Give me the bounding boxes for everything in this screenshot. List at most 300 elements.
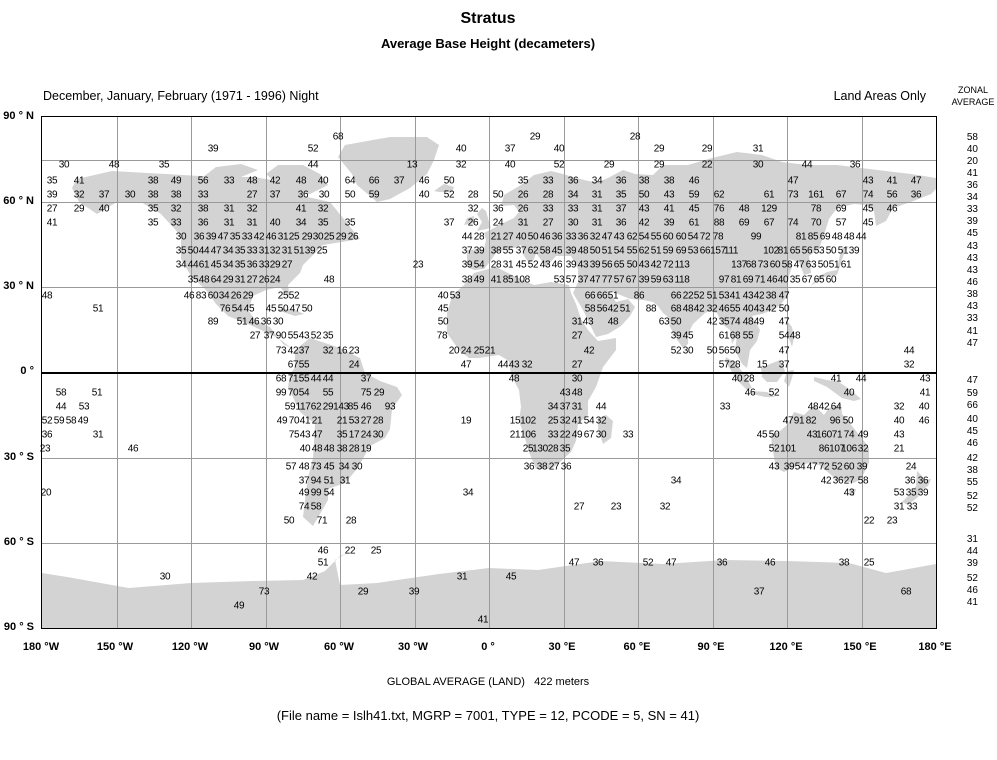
map-value: 35	[905, 487, 917, 499]
map-value: 54	[583, 415, 595, 427]
map-value: 89	[207, 316, 219, 328]
map-value: 32	[857, 443, 869, 455]
map-value: 60	[843, 461, 855, 473]
map-value: 36	[560, 461, 572, 473]
map-value: 39	[565, 259, 577, 271]
zonal-value: 20	[966, 156, 978, 167]
map-value: 35	[147, 217, 159, 229]
lat-tick-label: 30 ° S	[3, 451, 34, 463]
lon-tick-label: 180 °W	[22, 641, 60, 653]
map-value: 58	[781, 259, 793, 271]
map-value: 37	[263, 330, 275, 342]
map-value: 59	[662, 245, 674, 257]
map-value: 40	[893, 415, 905, 427]
map-value: 99	[750, 231, 762, 243]
map-value: 32	[521, 359, 533, 371]
map-value: 32	[317, 203, 329, 215]
map-value: 33	[547, 429, 559, 441]
map-value: 118	[674, 274, 690, 286]
lon-tick-label: 120 °W	[171, 641, 209, 653]
zonal-value: 45	[966, 426, 978, 437]
map-value: 77	[601, 274, 613, 286]
map-value: 52	[310, 330, 322, 342]
map-value: 30	[159, 571, 171, 583]
zonal-value: 33	[966, 204, 978, 215]
map-value: 71	[316, 515, 328, 527]
map-value: 21	[484, 345, 496, 357]
map-value: 30	[124, 189, 136, 201]
map-value: 44	[310, 373, 322, 385]
map-value: 31	[339, 475, 351, 487]
map-value: 31	[571, 401, 583, 413]
map-value: 31	[893, 501, 905, 513]
map-value: 41	[729, 290, 741, 302]
map-value: 53	[893, 487, 905, 499]
map-value: 32	[589, 231, 601, 243]
map-value: 31	[591, 217, 603, 229]
map-value: 52	[768, 387, 780, 399]
map-value: 51	[650, 245, 662, 257]
map-value: 43	[843, 487, 855, 499]
map-value: 31	[223, 203, 235, 215]
lat-tick-label: 60 ° S	[3, 536, 34, 548]
map-value: 46	[688, 175, 700, 187]
map-value: 52	[307, 143, 319, 155]
map-value: 88	[713, 217, 725, 229]
map-value: 31	[591, 203, 603, 215]
zonal-value: 36	[966, 180, 978, 191]
map-value: 15	[756, 359, 768, 371]
map-value: 48	[198, 274, 210, 286]
map-value: 50	[344, 189, 356, 201]
map-value: 54	[778, 330, 790, 342]
zonal-average-header-line1: ZONAL	[957, 85, 988, 95]
map-value: 46	[360, 401, 372, 413]
map-value: 38	[197, 203, 209, 215]
map-value: 59	[688, 189, 700, 201]
map-value: 47	[210, 245, 222, 257]
map-value: 28	[490, 259, 502, 271]
map-value: 43	[559, 387, 571, 399]
zonal-value: 40	[966, 414, 978, 425]
map-value: 75	[288, 429, 300, 441]
map-value: 48	[108, 159, 120, 171]
map-value: 34	[670, 475, 682, 487]
map-value: 143	[333, 401, 349, 413]
map-value: 26	[517, 189, 529, 201]
map-value: 73	[757, 259, 769, 271]
map-value: 31	[246, 217, 258, 229]
map-value: 47	[217, 231, 229, 243]
map-value: 46	[539, 231, 551, 243]
map-value: 27	[249, 330, 261, 342]
map-value: 36	[904, 475, 916, 487]
map-value: 55	[287, 330, 299, 342]
map-value: 33	[241, 231, 253, 243]
zonal-value: 40	[966, 144, 978, 155]
zonal-value: 44	[966, 546, 978, 557]
map-value: 36	[832, 475, 844, 487]
map-value: 58	[584, 303, 596, 315]
map-plot	[41, 116, 937, 629]
zonal-value: 43	[966, 253, 978, 264]
map-value: 96	[829, 415, 841, 427]
map-value: 49	[298, 487, 310, 499]
map-value: 39	[46, 189, 58, 201]
map-value: 48	[577, 245, 589, 257]
map-value: 29	[701, 143, 713, 155]
map-value: 35	[517, 175, 529, 187]
lat-tick-label: 30 ° N	[3, 280, 34, 292]
map-value: 31	[92, 429, 104, 441]
map-value: 28	[372, 415, 384, 427]
map-value: 45	[682, 330, 694, 342]
map-value: 44	[855, 231, 867, 243]
map-value: 70	[810, 217, 822, 229]
map-value: 40	[418, 189, 430, 201]
map-value: 30	[567, 217, 579, 229]
page-subtitle: Average Base Height (decameters)	[380, 36, 596, 51]
map-value: 49	[473, 274, 485, 286]
map-value: 45	[862, 203, 874, 215]
map-value: 54	[638, 231, 650, 243]
map-value: 30	[312, 231, 324, 243]
map-value: 48	[831, 231, 843, 243]
zonal-value: 46	[966, 585, 978, 596]
map-value: 29	[529, 131, 541, 143]
zonal-value: 52	[966, 503, 978, 514]
map-value: 21	[509, 429, 521, 441]
map-value: 22	[863, 515, 875, 527]
map-value: 38	[461, 274, 473, 286]
map-value: 107	[829, 443, 845, 455]
map-value: 35	[175, 245, 187, 257]
map-value: 44	[903, 345, 915, 357]
map-value: 54	[231, 303, 243, 315]
file-info-label: (File name = Islh41.txt, MGRP = 7001, TYPE = 12, PCODE = 5, SN = 41)	[276, 708, 700, 723]
map-value: 40	[843, 387, 855, 399]
map-value: 78	[810, 203, 822, 215]
map-value: 50	[768, 429, 780, 441]
zonal-value: 33	[966, 313, 978, 324]
map-value: 26	[347, 231, 359, 243]
map-value: 19	[360, 443, 372, 455]
map-value: 64	[830, 401, 842, 413]
map-value: 48	[311, 443, 323, 455]
map-value: 101	[780, 443, 796, 455]
map-value: 51	[601, 245, 613, 257]
lon-tick-label: 60 °E	[623, 641, 651, 653]
map-value: 22	[682, 290, 694, 302]
map-value: 44	[497, 359, 509, 371]
map-value: 56	[718, 345, 730, 357]
map-value: 38	[663, 175, 675, 187]
map-value: 28	[345, 515, 357, 527]
map-value: 35	[344, 217, 356, 229]
map-value: 31	[234, 274, 246, 286]
map-value: 50	[301, 303, 313, 315]
map-value: 56	[801, 245, 813, 257]
map-value: 39	[670, 330, 682, 342]
map-value: 31	[281, 245, 293, 257]
map-value: 29	[301, 231, 313, 243]
map-value: 55	[502, 245, 514, 257]
map-value: 73	[258, 586, 270, 598]
map-value: 27	[281, 259, 293, 271]
map-value: 99	[275, 387, 287, 399]
map-value: 51	[92, 303, 104, 315]
map-value: 44	[801, 159, 813, 171]
map-value: 24	[905, 461, 917, 473]
map-value: 49	[77, 415, 89, 427]
zonal-value: 59	[966, 388, 978, 399]
map-value: 32	[322, 345, 334, 357]
map-value: 33	[719, 401, 731, 413]
map-value: 23	[610, 501, 622, 513]
map-value: 71	[831, 429, 843, 441]
map-value: 54	[687, 231, 699, 243]
map-value: 53	[718, 290, 730, 302]
map-value: 31	[571, 316, 583, 328]
map-value: 42	[650, 259, 662, 271]
map-value: 50	[492, 189, 504, 201]
map-value: 40	[299, 443, 311, 455]
map-value: 61	[840, 259, 852, 271]
lon-tick-label: 180 °E	[918, 641, 952, 653]
map-value: 59	[53, 415, 65, 427]
map-value: 62	[310, 401, 322, 413]
map-value: 50	[825, 245, 837, 257]
map-value: 81	[730, 274, 742, 286]
map-value: 67	[835, 189, 847, 201]
map-value: 67	[763, 217, 775, 229]
map-value: 58	[55, 387, 67, 399]
map-value: 29	[357, 586, 369, 598]
map-value: 39	[205, 231, 217, 243]
coverage-label: Land Areas Only	[833, 89, 926, 103]
map-value: 39	[304, 245, 316, 257]
map-value: 50	[626, 259, 638, 271]
map-value: 67	[625, 274, 637, 286]
map-value: 26	[517, 203, 529, 215]
map-value: 36	[297, 189, 309, 201]
map-value: 21	[311, 415, 323, 427]
map-value: 50	[437, 316, 449, 328]
map-value: 48	[323, 274, 335, 286]
map-value: 43	[806, 429, 818, 441]
map-value: 117	[295, 401, 311, 413]
map-value: 41	[46, 217, 58, 229]
map-value: 36	[193, 231, 205, 243]
map-value: 52	[553, 159, 565, 171]
map-value: 86	[633, 290, 645, 302]
map-value: 74	[787, 217, 799, 229]
map-value: 25	[863, 557, 875, 569]
map-value: 35	[559, 443, 571, 455]
map-value: 17	[348, 429, 360, 441]
map-value: 70	[288, 415, 300, 427]
map-value: 64	[344, 175, 356, 187]
lon-tick-label: 30 °W	[397, 641, 429, 653]
map-value: 61	[688, 217, 700, 229]
map-value: 32	[269, 245, 281, 257]
map-value: 45	[756, 429, 768, 441]
map-value: 65	[813, 274, 825, 286]
map-value: 44	[55, 401, 67, 413]
map-value: 22	[701, 159, 713, 171]
zonal-value: 41	[966, 168, 978, 179]
map-value: 53	[78, 401, 90, 413]
map-value: 49	[753, 316, 765, 328]
map-value: 74	[843, 429, 855, 441]
map-value: 51	[828, 259, 840, 271]
map-value: 40	[731, 373, 743, 385]
map-value: 27	[573, 501, 585, 513]
map-value: 49	[857, 429, 869, 441]
map-value: 28	[729, 359, 741, 371]
parallel-gridline	[42, 543, 936, 544]
zonal-value: 47	[966, 375, 978, 386]
map-value: 42	[765, 303, 777, 315]
map-value: 58	[310, 501, 322, 513]
map-value: 70	[287, 387, 299, 399]
map-value: 47	[460, 359, 472, 371]
map-value: 47	[793, 259, 805, 271]
map-value: 43	[577, 259, 589, 271]
map-value: 88	[645, 303, 657, 315]
map-value: 50	[729, 345, 741, 357]
map-value: 43	[638, 259, 650, 271]
map-value: 22	[559, 429, 571, 441]
map-value: 45	[862, 217, 874, 229]
map-value: 39	[565, 245, 577, 257]
map-value: 91	[793, 415, 805, 427]
map-value: 37	[298, 345, 310, 357]
map-value: 48	[246, 175, 258, 187]
map-value: 52	[527, 259, 539, 271]
map-value: 29	[373, 387, 385, 399]
map-value: 68	[670, 303, 682, 315]
map-value: 42	[253, 231, 265, 243]
map-value: 45	[210, 259, 222, 271]
map-value: 39	[408, 586, 420, 598]
map-value: 30	[752, 159, 764, 171]
map-value: 36	[492, 203, 504, 215]
equator-line	[42, 372, 936, 374]
map-value: 21	[490, 231, 502, 243]
map-value: 35	[229, 231, 241, 243]
map-value: 62	[527, 245, 539, 257]
map-value: 54	[613, 245, 625, 257]
map-value: 43	[299, 429, 311, 441]
map-value: 48	[843, 231, 855, 243]
map-value: 38	[536, 461, 548, 473]
map-value: 37	[461, 245, 473, 257]
map-value: 33	[223, 175, 235, 187]
map-value: 111	[723, 245, 739, 257]
map-value: 31	[456, 571, 468, 583]
map-value: 63	[662, 274, 674, 286]
map-value: 36	[197, 217, 209, 229]
map-value: 69	[675, 245, 687, 257]
map-value: 46	[418, 175, 430, 187]
map-value: 35	[234, 245, 246, 257]
map-value: 46	[918, 415, 930, 427]
map-value: 37	[615, 203, 627, 215]
map-value: 59	[284, 401, 296, 413]
map-value: 37	[577, 274, 589, 286]
map-value: 42	[818, 401, 830, 413]
map-value: 38	[170, 189, 182, 201]
map-value: 25	[370, 545, 382, 557]
map-value: 47	[782, 415, 794, 427]
map-value: 85	[347, 401, 359, 413]
map-value: 42	[820, 475, 832, 487]
map-value: 48	[682, 303, 694, 315]
map-value: 48	[571, 387, 583, 399]
map-value: 27	[843, 475, 855, 487]
map-value: 48	[738, 203, 750, 215]
map-value: 37	[269, 189, 281, 201]
map-value: 39	[917, 487, 929, 499]
map-value: 48	[323, 443, 335, 455]
map-value: 45	[551, 245, 563, 257]
map-value: 15	[509, 415, 521, 427]
map-value: 30	[175, 231, 187, 243]
map-value: 35	[718, 316, 730, 328]
map-value: 41	[571, 415, 583, 427]
map-value: 57	[835, 217, 847, 229]
map-value: 31	[223, 217, 235, 229]
map-value: 46	[718, 303, 730, 315]
map-value: 81	[777, 245, 789, 257]
map-value: 49	[571, 429, 583, 441]
map-value: 113	[674, 259, 690, 271]
map-value: 58	[857, 475, 869, 487]
map-value: 68	[332, 131, 344, 143]
map-value: 94	[310, 475, 322, 487]
lat-tick-label: 90 ° S	[3, 621, 34, 633]
map-value: 33	[197, 189, 209, 201]
map-value: 68	[275, 373, 287, 385]
map-value: 52	[693, 290, 705, 302]
map-value: 34	[175, 259, 187, 271]
map-value: 51	[91, 387, 103, 399]
map-value: 42	[583, 345, 595, 357]
map-value: 38	[765, 290, 777, 302]
map-value: 41	[663, 203, 675, 215]
map-value: 59	[650, 274, 662, 286]
map-value: 50	[706, 345, 718, 357]
map-value: 25	[323, 231, 335, 243]
map-value: 58	[539, 245, 551, 257]
map-value: 28	[547, 443, 559, 455]
map-value: 40	[317, 175, 329, 187]
map-value: 102	[520, 415, 536, 427]
map-value: 51	[619, 303, 631, 315]
map-value: 106	[841, 443, 857, 455]
map-value: 51	[607, 290, 619, 302]
map-value: 35	[615, 189, 627, 201]
map-value: 42	[306, 571, 318, 583]
lon-tick-label: 0 °	[481, 641, 495, 653]
map-value: 54	[473, 259, 485, 271]
zonal-value: 42	[966, 453, 978, 464]
lat-tick-label: 0 °	[20, 365, 34, 377]
map-value: 23	[412, 259, 424, 271]
map-value: 47	[311, 429, 323, 441]
map-value: 25	[288, 231, 300, 243]
